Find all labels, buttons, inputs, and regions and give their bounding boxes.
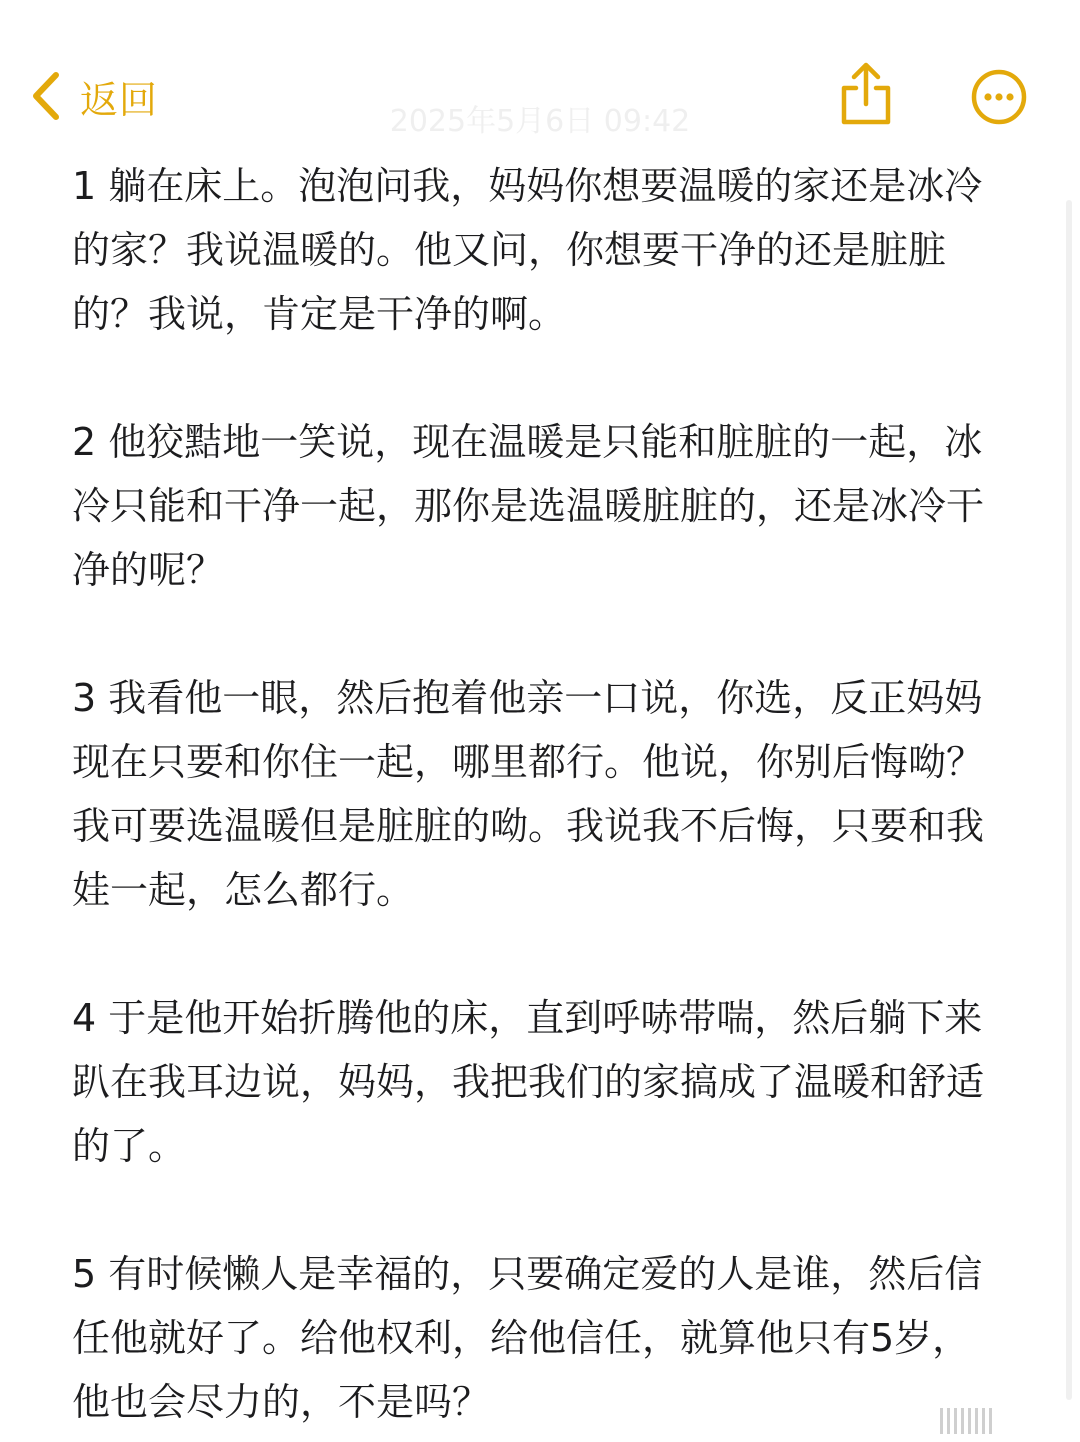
watermark xyxy=(940,1400,992,1442)
note-timestamp: 2025年5月6日 09:42 xyxy=(389,104,691,139)
note-paragraph-5: 5 有时候懒人是幸福的，只要确定爱的人是谁，然后信任他就好了。给他权利，给他信任，就算他只有5岁，他也会尽力的，不是吗？ xyxy=(72,1252,983,1424)
note-paragraph-4: 4 于是他开始折腾他的床，直到呼哧带喘，然后躺下来趴在我耳边说，妈妈，我把我们的家搞成了温暖和舒适的了。 xyxy=(72,996,985,1168)
back-button-label: 返回 xyxy=(80,77,159,122)
share-icon xyxy=(836,62,896,126)
note-paragraph-2: 2 他狡黠地一笑说，现在温暖是只能和脏脏的一起，冰冷只能和干净一起，那你是选温暖脏脏的，还是冰冷干净的呢？ xyxy=(72,420,985,592)
share-button[interactable] xyxy=(836,62,896,126)
note-body[interactable] xyxy=(72,154,1002,1442)
note-paragraph-3: 3 我看他一眼，然后抱着他亲一口说，你选，反正妈妈现在只要和你住一起，哪里都行。他说，你别后悔呦？我可要选温暖但是脏脏的呦。我说我不后悔，只要和我娃一起，怎么都行。 xyxy=(72,676,985,912)
navigation-bar xyxy=(0,0,1080,150)
more-button[interactable] xyxy=(970,68,1028,126)
more-icon xyxy=(970,68,1028,126)
scrollbar[interactable] xyxy=(1066,200,1072,1400)
note-paragraph-1: 1 躺在床上。泡泡问我，妈妈你想要温暖的家还是冰冷的家？我说温暖的。他又问，你想要干净的还是脏脏的？我说，肯定是干净的啊。 xyxy=(72,164,983,336)
